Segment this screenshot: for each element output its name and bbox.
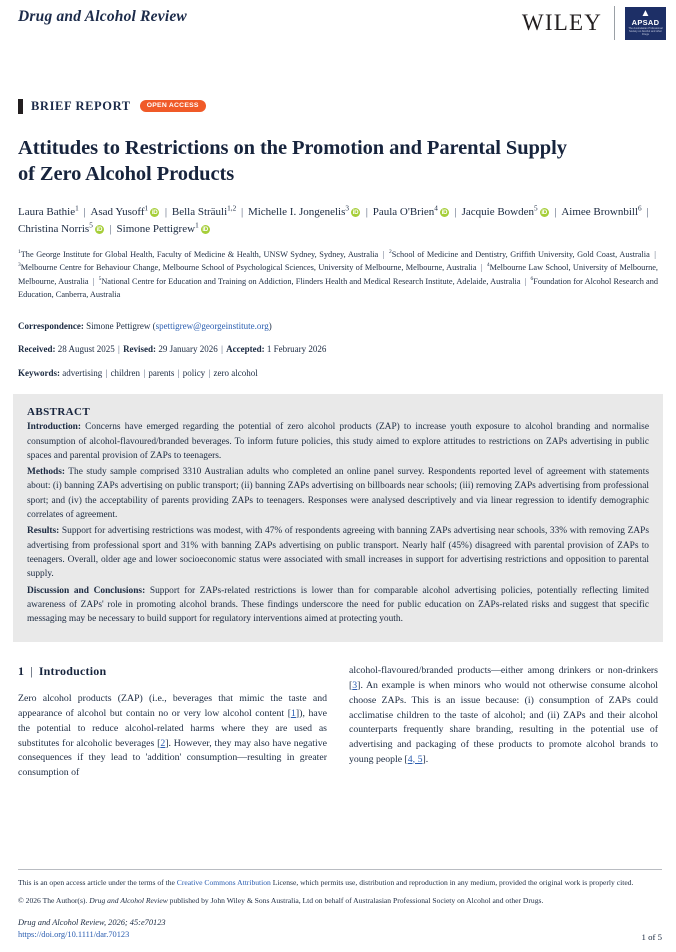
section-divider: | [30,664,33,679]
accepted-label: Accepted: [226,344,265,355]
author-entry [90,206,160,218]
copyright-pre: © 2026 The Author(s). [18,896,90,906]
author-name: Michelle I. Jongenelis [247,205,346,218]
section-heading-introduction [18,664,327,679]
affiliation-mark: 2 [389,248,392,255]
orcid-icon[interactable]: iD [202,225,208,233]
affiliation-separator: | [90,276,97,286]
affiliation-list [18,248,658,302]
apsad-emblem-icon: ▲ [640,8,651,19]
page-title: Attitudes to Restrictions on the Promotion and Parental Supply of Zero Alcohol Products [18,137,567,185]
affiliation-text: Melbourne Centre for Behaviour Change, Melbourne School of Psychological Sciences, University of Melbourne, Melbourne, Australia [20,263,477,273]
author-separator: | [106,222,115,235]
author-affiliation-mark: 1 [195,221,199,230]
author-separator: | [80,205,89,218]
abstract-body [27,420,649,626]
author-entry [462,206,550,218]
affiliation-mark: 6 [530,275,534,282]
creative-commons-link[interactable]: Creative Commons Attribution [176,878,271,888]
keywords-line [18,367,658,380]
author-separator: | [162,205,170,218]
abstract-section [27,524,649,581]
revised-date: 29 January 2026 [158,344,218,355]
author-entry [373,206,450,218]
reference-link[interactable]: 3 [352,680,358,692]
author-separator: | [551,205,560,218]
wiley-logo: WILEY [521,9,602,35]
affiliation-text: Foundation for Alcohol Research and Education, Canberra, Australia [18,276,659,300]
keywords-values [62,368,257,378]
journal-title: Drug and Alcohol Review [18,8,187,25]
license-pre: This is an open access article under the terms of the [18,878,177,888]
accepted-date: 1 February 2026 [266,344,327,355]
abstract-section-label: Discussion and Conclusions: [27,585,146,596]
abstract-section-label: Results: [27,526,60,537]
author-name: Laura Bathie [18,205,76,218]
correspondence-line: Correspondence: Simone Pettigrew (spettigrew@georgeinstitute.org) [18,320,272,331]
doi-link[interactable]: https://doi.org/10.1111/dar.70123 [18,930,130,940]
brand-divider [614,6,615,40]
author-entry [117,223,211,235]
reference-link[interactable]: 4, 5 [407,753,423,765]
author-entry [172,206,236,218]
author-name: Simone Pettigrew [116,222,196,235]
body-column-left [18,664,327,780]
keyword-separator: | [206,367,213,378]
affiliation-separator: | [522,276,529,286]
orcid-icon[interactable]: iD [441,208,448,216]
author-name: Jacquie Bowden [461,205,535,218]
revised-label: Revised: [123,344,157,355]
intro-paragraph-right: alcohol-flavoured/branded products—either among drinkers or non-drinkers [3]. An example is when minors who would not otherwise consume alcohol choose ZAPs. This is an issue because: (i) consumption of ZAPs could acclimatise children to the taste of alcohol; and (ii) ZAPs and their alcohol counterparts frequently share branding, resulting in the potential use of advertising and packaging of these products to promote alcohol brands to young people [4, 5]. [349,665,658,765]
author-list [18,204,658,238]
keyword-item[interactable]: zero alcohol [213,367,258,378]
license-post: License, which permits use, distribution and reproduction in any medium, provided the original work is properly cited. [270,878,634,888]
abstract-section-label: Methods: [27,467,66,478]
abstract-section [27,465,649,522]
received-label: Received: [18,344,56,355]
keyword-item[interactable]: parents [148,367,175,378]
abstract-section [27,584,649,627]
correspondence-name: Simone Pettigrew [86,320,151,331]
author-name: Christina Norris [18,222,90,235]
affiliation-separator: | [380,249,388,259]
reference-link[interactable]: 1 [291,708,296,720]
affiliation-text: The George Institute for Global Health, Faculty of Medicine & Health, UNSW Sydney, Sydney, Australia [20,249,379,259]
correspondence-label: Correspondence: [18,320,84,331]
footer-bottom-row [18,917,662,942]
article-type-row [18,98,676,114]
intro-paragraph-left: Zero alcohol products (ZAP) (i.e., beverages that mimic the taste and appearance of alcohol but contain no or very low alcohol content [1]), have the potential to reduce alcohol-related harms where they are used as substitutes for alcoholic beverages [2]. However, they may also have negative consequences if they lead to 'addition' consumption—resulting in greater consumption of [18,693,327,778]
article-type-label: BRIEF REPORT [31,98,131,113]
copyright-post: published by John Wiley & Sons Australia, Ltd on behalf of Australasian Professional Society on Alcohol and other Drugs. [167,896,544,906]
abstract-box [13,394,663,642]
affiliation-mark: 3 [18,262,21,269]
footer-divider [18,869,662,870]
article-type-accent-bar [18,99,23,114]
apsad-logo-subtext: The Australasian Professional Society on Alcohol and other Drugs [628,27,663,36]
reference-link[interactable]: 2 [160,737,166,749]
apsad-logo-text: APSAD [631,18,660,27]
date-separator: | [221,344,223,355]
keywords-label: Keywords: [18,367,60,378]
citation-line: Drug and Alcohol Review, 2026; 45:e70123 [18,917,166,927]
author-entry [561,206,641,218]
affiliation-mark: 4 [486,262,490,269]
author-name: Bella Sträuli [171,205,228,218]
section-title: Introduction [38,664,107,679]
author-affiliation-mark: 1 [75,204,79,212]
author-name: Paula O'Brien [372,205,435,218]
affiliation-separator: | [651,249,656,259]
publication-dates-line [18,343,658,356]
license-text [18,877,662,889]
apsad-logo [625,7,666,40]
author-separator: | [643,205,649,218]
affiliation-text: School of Medicine and Dentistry, Griffith University, Gold Coast, Australia [391,249,650,259]
author-affiliation-mark: 1 [144,204,149,212]
author-entry [248,206,361,218]
author-name: Aimee Brownbill [561,205,639,218]
author-affiliation-mark: 5 [89,221,93,230]
citation-block [18,917,166,942]
section-number: 1 [18,664,25,679]
affiliation-text: National Centre for Education and Training on Addiction, Flinders Health and Medical Research Institute, Adelaide, Australia [101,276,521,286]
abstract-section-text: Concerns have emerged regarding the potential of zero alcohol products (ZAP) to increase youth exposure to alcohol branding and normalise consumption of alcohol-flavoured/branded beverages. To inform future policies, this study aimed to explore attitudes to restrictions on ZAPs advertising in public spaces and parental provision of ZAPs to teenagers. [27,422,649,461]
orcid-icon[interactable]: iD [96,225,103,233]
keyword-separator: | [175,367,182,378]
keyword-item[interactable]: advertising [62,367,103,378]
affiliation-text: Melbourne Law School, University of Melbourne, Melbourne, Australia [18,263,658,286]
orcid-icon[interactable]: iD [151,208,158,216]
affiliation-mark: 1 [18,248,21,255]
author-entry [18,206,79,218]
abstract-section [27,420,649,463]
body-columns [18,664,658,780]
author-affiliation-mark: 1,2 [227,204,237,212]
affiliation-separator: | [478,263,485,273]
received-date: 28 August 2025 [57,344,115,355]
author-affiliation-mark: 6 [638,204,642,212]
page-indicator: 1 of 5 [641,932,662,942]
open-access-badge: OPEN ACCESS [140,100,206,112]
author-separator: | [238,205,246,218]
masthead [0,0,676,46]
orcid-icon[interactable]: iD [352,208,359,216]
author-name: Asad Yusoff [90,205,145,218]
date-separator: | [118,344,120,355]
copyright-text [18,895,662,907]
abstract-section-text: The study sample comprised 3310 Australian adults who completed an online panel survey. Respondents reported level of agreement with statements about: (i) banning ZAPs advertising on public transport; (ii) banning ZAPs advertising on billboards near schools; (iii) removing ZAPs advertising from professional sport; and (iv) the acceptability of parents providing ZAPs to teenagers. Responses were analysed descriptively and via linear regression to identify demographic correlates of agreement. [27,467,649,521]
publisher-brand-block [522,6,670,40]
author-separator: | [451,205,460,218]
affiliation-mark: 5 [98,275,102,282]
author-affiliation-mark: 5 [534,204,538,212]
keyword-separator: | [141,367,148,378]
keyword-item[interactable]: children [110,367,141,378]
abstract-section-text: Support for advertising restrictions was modest, with 47% of respondents agreeing with banning ZAPs advertising near schools, 33% with removing ZAPs advertising from professional sport and 31% with banning ZAPs advertising on public transport. Nearly half (45%) disagreed with parental provision of ZAPs to teenagers. Overall, older age and lower socioeconomic status were associated with small increases in support for advertising restrictions and opposition to parental supply. [27,526,649,580]
keyword-item[interactable]: policy [182,367,206,378]
author-affiliation-mark: 4 [434,204,438,212]
author-affiliation-mark: 3 [345,204,350,212]
body-column-right [349,664,658,780]
abstract-section-text: Support for ZAPs-related restrictions is lower than for comparable alcohol advertising policies, potentially reflecting limited awareness of ZAPs' role in promoting alcohol brands. These findings underscore the need for public education on ZAPs-related risks and suggest that specific messaging may be necessary to build support for regulatory interventions aimed at protecting youth. [27,585,649,625]
abstract-section-label: Introduction: [27,422,82,433]
copyright-journal-name: Drug and Alcohol Review [89,896,168,906]
author-entry [18,223,105,235]
page-footer [18,869,662,942]
correspondence-email-link[interactable]: spettigrew@georgeinstitute.org [155,320,269,331]
keyword-separator: | [103,367,110,378]
abstract-heading: ABSTRACT [27,406,91,419]
orcid-icon[interactable]: iD [541,208,547,216]
author-separator: | [363,205,371,218]
